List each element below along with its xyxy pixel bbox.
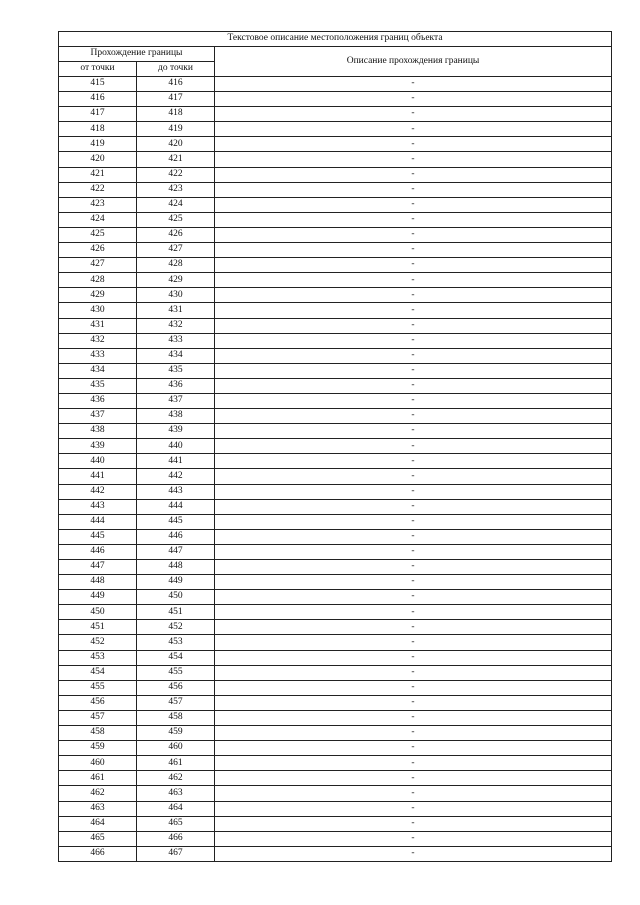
table-row [59,771,612,786]
description-cell: - [215,710,612,725]
to-point-cell: 423 [137,182,215,197]
to-point-cell: 463 [137,786,215,801]
description-cell: - [215,560,612,575]
table-row [59,409,612,424]
description-cell: - [215,409,612,424]
description-cell: - [215,786,612,801]
from-point-cell: 442 [59,484,137,499]
from-point-cell: 451 [59,620,137,635]
table-row [59,801,612,816]
from-point-cell: 450 [59,605,137,620]
from-point-cell: 436 [59,393,137,408]
description-cell: - [215,514,612,529]
table-row [59,544,612,559]
description-cell: - [215,544,612,559]
from-point-cell: 440 [59,454,137,469]
from-point-cell: 448 [59,575,137,590]
to-point-cell: 450 [137,590,215,605]
description-cell: - [215,801,612,816]
from-point-cell: 423 [59,197,137,212]
table-row [59,92,612,107]
from-point-cell: 420 [59,152,137,167]
to-point-cell: 419 [137,122,215,137]
description-cell: - [215,726,612,741]
description-cell: - [215,378,612,393]
description-cell: - [215,816,612,831]
description-cell: - [215,167,612,182]
to-point-cell: 460 [137,741,215,756]
description-cell: - [215,665,612,680]
to-point-cell: 458 [137,710,215,725]
table-row [59,258,612,273]
to-point-cell: 424 [137,197,215,212]
from-point-cell: 418 [59,122,137,137]
description-cell: - [215,605,612,620]
description-cell: - [215,273,612,288]
from-point-cell: 433 [59,348,137,363]
from-point-cell: 429 [59,288,137,303]
description-cell: - [215,348,612,363]
to-point-cell: 433 [137,333,215,348]
to-point-cell: 417 [137,92,215,107]
to-point-cell: 455 [137,665,215,680]
from-point-cell: 438 [59,424,137,439]
to-point-cell: 426 [137,227,215,242]
to-point-cell: 437 [137,393,215,408]
to-point-cell: 456 [137,680,215,695]
description-cell: - [215,424,612,439]
description-cell: - [215,831,612,846]
to-point-cell: 446 [137,529,215,544]
to-point-cell: 421 [137,152,215,167]
description-cell: - [215,212,612,227]
description-cell: - [215,197,612,212]
to-point-cell: 445 [137,514,215,529]
table-row [59,303,612,318]
table-row [59,484,612,499]
table-row [59,831,612,846]
to-point-cell: 436 [137,378,215,393]
from-point-cell: 428 [59,273,137,288]
from-point-cell: 447 [59,560,137,575]
from-point-cell: 445 [59,529,137,544]
description-cell: - [215,846,612,861]
to-point-cell: 425 [137,212,215,227]
to-point-cell: 438 [137,409,215,424]
to-point-cell: 435 [137,363,215,378]
from-point-cell: 462 [59,786,137,801]
table-row [59,590,612,605]
table-row [59,816,612,831]
description-cell: - [215,137,612,152]
table-row [59,167,612,182]
description-cell: - [215,499,612,514]
from-point-cell: 425 [59,227,137,242]
table-row [59,575,612,590]
from-point-cell: 458 [59,726,137,741]
to-point-cell: 441 [137,454,215,469]
table-row [59,212,612,227]
description-cell: - [215,77,612,92]
description-cell: - [215,741,612,756]
table-row [59,650,612,665]
to-point-cell: 427 [137,243,215,258]
to-point-cell: 420 [137,137,215,152]
description-cell: - [215,258,612,273]
to-point-cell: 416 [137,77,215,92]
table-row [59,786,612,801]
to-point-cell: 447 [137,544,215,559]
table-row [59,469,612,484]
description-cell: - [215,92,612,107]
table-row [59,137,612,152]
from-point-cell: 452 [59,635,137,650]
description-cell: - [215,575,612,590]
table-row [59,439,612,454]
description-cell: - [215,243,612,258]
table-row [59,273,612,288]
table-row [59,122,612,137]
description-cell: - [215,288,612,303]
to-point-cell: 452 [137,620,215,635]
to-point-cell: 461 [137,756,215,771]
table-row [59,499,612,514]
to-point-cell: 440 [137,439,215,454]
table-row [59,393,612,408]
description-cell: - [215,756,612,771]
table-row [59,680,612,695]
to-point-cell: 449 [137,575,215,590]
from-point-cell: 435 [59,378,137,393]
description-cell: - [215,333,612,348]
table-row [59,378,612,393]
description-cell: - [215,152,612,167]
to-point-cell: 464 [137,801,215,816]
boundary-passage-header: Прохождение границы [59,47,215,62]
description-cell: - [215,680,612,695]
from-point-cell: 422 [59,182,137,197]
table-row [59,635,612,650]
from-point-cell: 465 [59,831,137,846]
to-point-header: до точки [137,62,215,77]
from-point-cell: 419 [59,137,137,152]
table-row [59,333,612,348]
table-row [59,348,612,363]
to-point-cell: 422 [137,167,215,182]
to-point-cell: 442 [137,469,215,484]
description-cell: - [215,771,612,786]
description-cell: - [215,303,612,318]
table-row [59,197,612,212]
from-point-cell: 415 [59,77,137,92]
from-point-cell: 456 [59,695,137,710]
to-point-cell: 418 [137,107,215,122]
description-cell: - [215,439,612,454]
description-cell: - [215,529,612,544]
from-point-cell: 455 [59,680,137,695]
from-point-cell: 464 [59,816,137,831]
table-row [59,726,612,741]
from-point-cell: 459 [59,741,137,756]
from-point-cell: 454 [59,665,137,680]
from-point-cell: 432 [59,333,137,348]
description-cell: - [215,620,612,635]
description-header: Описание прохождения границы [215,47,612,77]
description-cell: - [215,454,612,469]
table-row [59,424,612,439]
description-cell: - [215,122,612,137]
from-point-cell: 444 [59,514,137,529]
table-row [59,243,612,258]
boundary-description-table [58,31,612,862]
from-point-cell: 460 [59,756,137,771]
to-point-cell: 465 [137,816,215,831]
from-point-cell: 441 [59,469,137,484]
to-point-cell: 448 [137,560,215,575]
to-point-cell: 466 [137,831,215,846]
table-row [59,620,612,635]
description-cell: - [215,393,612,408]
from-point-cell: 427 [59,258,137,273]
to-point-cell: 451 [137,605,215,620]
table-row [59,182,612,197]
from-point-cell: 430 [59,303,137,318]
description-cell: - [215,318,612,333]
table-row [59,741,612,756]
from-point-cell: 421 [59,167,137,182]
from-point-cell: 437 [59,409,137,424]
to-point-cell: 462 [137,771,215,786]
to-point-cell: 430 [137,288,215,303]
from-point-cell: 453 [59,650,137,665]
description-cell: - [215,635,612,650]
to-point-cell: 429 [137,273,215,288]
from-point-cell: 457 [59,710,137,725]
to-point-cell: 453 [137,635,215,650]
to-point-cell: 444 [137,499,215,514]
description-cell: - [215,484,612,499]
from-point-cell: 416 [59,92,137,107]
description-cell: - [215,650,612,665]
description-cell: - [215,695,612,710]
table-title: Текстовое описание местоположения границ объекта [59,32,612,47]
to-point-cell: 459 [137,726,215,741]
from-point-cell: 431 [59,318,137,333]
from-point-cell: 461 [59,771,137,786]
from-point-cell: 426 [59,243,137,258]
from-point-cell: 466 [59,846,137,861]
description-cell: - [215,227,612,242]
from-point-cell: 446 [59,544,137,559]
table-row [59,665,612,680]
description-cell: - [215,590,612,605]
table-row [59,756,612,771]
table-row [59,695,612,710]
description-cell: - [215,107,612,122]
to-point-cell: 443 [137,484,215,499]
table-row [59,318,612,333]
table-row [59,363,612,378]
to-point-cell: 434 [137,348,215,363]
table-row [59,605,612,620]
from-point-cell: 439 [59,439,137,454]
to-point-cell: 439 [137,424,215,439]
description-cell: - [215,469,612,484]
table-body [59,77,612,862]
from-point-cell: 424 [59,212,137,227]
table-row [59,529,612,544]
from-point-cell: 434 [59,363,137,378]
to-point-cell: 457 [137,695,215,710]
table-row [59,77,612,92]
table-row [59,560,612,575]
description-cell: - [215,363,612,378]
table-row [59,846,612,861]
table-row [59,152,612,167]
table-row [59,227,612,242]
from-point-cell: 417 [59,107,137,122]
from-point-cell: 443 [59,499,137,514]
from-point-cell: 449 [59,590,137,605]
to-point-cell: 432 [137,318,215,333]
to-point-cell: 431 [137,303,215,318]
table-row [59,710,612,725]
description-cell: - [215,182,612,197]
table-row [59,107,612,122]
to-point-cell: 428 [137,258,215,273]
table-row [59,454,612,469]
from-point-header: от точки [59,62,137,77]
table-row [59,514,612,529]
table-row [59,288,612,303]
from-point-cell: 463 [59,801,137,816]
to-point-cell: 467 [137,846,215,861]
to-point-cell: 454 [137,650,215,665]
